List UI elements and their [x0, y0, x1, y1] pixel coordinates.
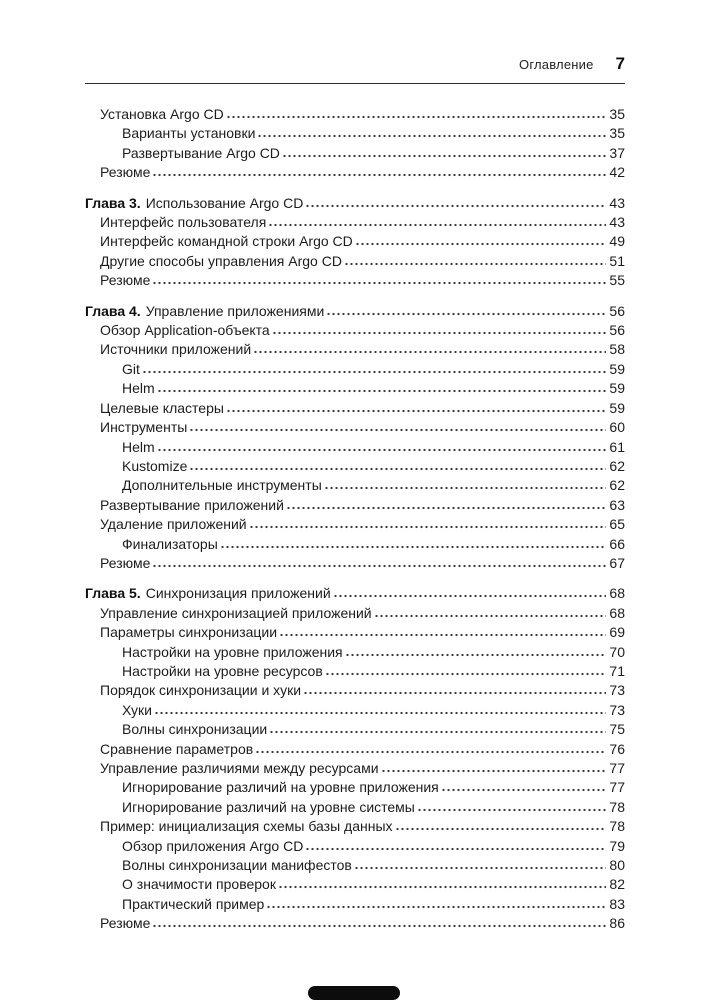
toc-entry-row[interactable] [85, 476, 625, 495]
toc-entry-page: 56 [609, 322, 625, 339]
toc-entry-row[interactable] [85, 321, 625, 340]
toc-entry-page: 79 [609, 837, 625, 854]
toc-entry-row[interactable] [85, 252, 625, 271]
toc-entry-page: 78 [609, 798, 625, 815]
toc-entry-title: Удаление приложений [100, 516, 247, 533]
dot-leader [395, 827, 607, 831]
dot-leader [154, 711, 606, 715]
dot-leader [441, 788, 607, 792]
dot-leader [268, 223, 606, 227]
toc-entry-page: 73 [609, 701, 625, 718]
dot-leader [152, 564, 606, 568]
toc-entry-title: Развертывание приложений [100, 496, 284, 513]
toc-entry-title: Практический пример [122, 895, 265, 912]
toc-entry-title: Варианты установки [122, 125, 256, 142]
toc-entry-title: Параметры синхронизации [100, 624, 278, 641]
header-rule [85, 83, 625, 84]
header-page-number: 7 [615, 54, 625, 73]
dot-leader [255, 750, 606, 754]
dot-leader [381, 769, 607, 773]
toc-entry-title: Интерфейс пользователя [100, 214, 267, 231]
toc-entry-row[interactable] [85, 798, 625, 817]
bottom-bar [308, 986, 400, 1000]
toc-entry-page: 71 [609, 662, 625, 679]
dot-leader [278, 885, 606, 889]
toc-entry-page: 49 [609, 233, 625, 250]
toc-entry-title: Обзор Application-объекта [100, 322, 270, 339]
toc-entry-row[interactable] [85, 662, 625, 681]
toc-entry-row[interactable] [85, 914, 625, 933]
toc-entry-title: Дополнительные инструменты [122, 477, 322, 494]
toc-entry-row[interactable] [85, 515, 625, 534]
toc-entry-title: Kustomize [122, 457, 188, 474]
toc-entry-title: Источники приложений [100, 341, 252, 358]
dot-leader [305, 204, 606, 208]
toc-entry-page: 59 [609, 399, 625, 416]
toc-entry-row[interactable] [85, 144, 625, 163]
toc-chapter-row[interactable] [85, 302, 625, 321]
toc-entry-row[interactable] [85, 604, 625, 623]
toc-entry-page: 62 [609, 477, 625, 494]
dot-leader [305, 847, 606, 851]
dot-leader [152, 281, 606, 285]
toc-entry-title: Резюме [100, 554, 151, 571]
toc-entry-title: Интерфейс командной строки Argo CD [100, 233, 353, 250]
chapter-label: Глава 5. [85, 585, 141, 602]
toc-entry-page: 43 [609, 194, 625, 211]
toc-entry-page: 82 [609, 876, 625, 893]
dot-leader [333, 594, 607, 598]
toc-entry-row[interactable] [85, 379, 625, 398]
toc-entry-page: 62 [609, 457, 625, 474]
toc-entry-title: Git [122, 360, 140, 377]
toc-entry-page: 56 [609, 302, 625, 319]
toc-entry-row[interactable] [85, 895, 625, 914]
toc-entry-title: Helm [122, 438, 155, 455]
toc-entry-row[interactable] [85, 837, 625, 856]
toc-entry-row[interactable] [85, 535, 625, 554]
dot-leader [374, 614, 607, 618]
dot-leader [269, 730, 606, 734]
toc-entry-row[interactable] [85, 271, 625, 290]
dot-leader [157, 389, 607, 393]
toc-entry-row[interactable] [85, 496, 625, 515]
toc-entry-page: 59 [609, 380, 625, 397]
toc-chapter-row[interactable] [85, 194, 625, 213]
toc-entry-page: 78 [609, 818, 625, 835]
toc-entry-title: Синхронизация приложений [145, 585, 331, 602]
toc-entry-row[interactable] [85, 105, 625, 124]
toc-list [85, 105, 625, 934]
toc-entry-title: Использование Argo CD [145, 194, 304, 211]
toc-entry-title: Игнорирование различий на уровне приложения [122, 779, 439, 796]
toc-entry-title: Другие способы управления Argo CD [100, 252, 342, 269]
toc-entry-page: 86 [609, 915, 625, 932]
toc-entry-page: 70 [609, 643, 625, 660]
toc-entry-title: Волны синхронизации манифестов [122, 857, 352, 874]
toc-entry-page: 65 [609, 516, 625, 533]
dot-leader [152, 173, 606, 177]
toc-entry-page: 77 [609, 779, 625, 796]
toc-entry-page: 42 [609, 164, 625, 181]
toc-entry-row[interactable] [85, 740, 625, 759]
dot-leader [272, 331, 607, 335]
toc-entry-page: 43 [609, 214, 625, 231]
toc-entry-page: 77 [609, 760, 625, 776]
dot-leader [253, 350, 606, 354]
toc-entry-page: 61 [609, 438, 625, 455]
toc-entry-page: 35 [609, 106, 625, 122]
toc-entry-page: 58 [609, 341, 625, 358]
toc-entry-row[interactable] [85, 340, 625, 359]
toc-entry-title: Управление приложениями [145, 302, 325, 319]
dot-leader [226, 409, 606, 413]
dot-leader [417, 808, 607, 812]
toc-entry-row[interactable] [85, 701, 625, 720]
toc-entry-row[interactable] [85, 360, 625, 379]
toc-entry-title: Обзор приложения Argo CD [122, 837, 304, 854]
toc-entry-row[interactable] [85, 623, 625, 642]
toc-entry-title: Резюме [100, 164, 151, 181]
toc-entry-title: Порядок синхронизации и хуки [100, 682, 302, 699]
toc-entry-title: Волны синхронизации [122, 721, 268, 738]
dot-leader [279, 633, 606, 637]
toc-entry-page: 68 [609, 585, 625, 602]
toc-entry-page: 67 [609, 554, 625, 571]
dot-leader [325, 672, 607, 676]
toc-entry-page: 63 [609, 496, 625, 513]
toc-entry-title: Инструменты [100, 419, 188, 436]
dot-leader [344, 262, 606, 266]
dot-leader [189, 428, 606, 432]
page-header [85, 54, 625, 74]
toc-entry-title: Резюме [100, 272, 151, 289]
toc-entry-page: 60 [609, 419, 625, 436]
toc-entry-title: Финализаторы [122, 535, 218, 552]
toc-entry-row[interactable] [85, 457, 625, 476]
toc-entry-title: Настройки на уровне ресурсов [122, 662, 323, 679]
toc-entry-page: 75 [609, 721, 625, 738]
toc-entry-row[interactable] [85, 124, 625, 143]
toc-entry-row[interactable] [85, 759, 625, 778]
dot-leader [345, 653, 607, 657]
toc-entry-title: Helm [122, 380, 155, 397]
toc-entry-title: Резюме [100, 915, 151, 932]
toc-entry-title: Хуки [122, 701, 152, 718]
toc-entry-title: Развертывание Argo CD [122, 144, 280, 161]
toc-entry-page: 80 [609, 857, 625, 874]
toc-entry-page: 76 [609, 740, 625, 757]
toc-entry-row[interactable] [85, 856, 625, 875]
toc-entry-title: Управление синхронизацией приложений [100, 604, 372, 621]
dot-leader [282, 154, 607, 158]
dot-leader [249, 525, 607, 529]
dot-leader [286, 506, 607, 510]
toc-entry-row[interactable] [85, 163, 625, 182]
dot-leader [152, 924, 606, 928]
dot-leader [257, 134, 606, 138]
toc-entry-page: 68 [609, 604, 625, 621]
dot-leader [226, 115, 607, 119]
toc-entry-page: 55 [609, 272, 625, 289]
toc-entry-row[interactable] [85, 232, 625, 251]
toc-entry-row[interactable] [85, 643, 625, 662]
toc-entry-row[interactable] [85, 399, 625, 418]
dot-leader [326, 312, 606, 316]
toc-chapter-row[interactable] [85, 584, 625, 603]
dot-leader [189, 467, 606, 471]
toc-entry-title: Управление различиями между ресурсами [100, 760, 379, 776]
toc-entry-row[interactable] [85, 554, 625, 573]
toc-entry-page: 51 [609, 252, 625, 269]
dot-leader [324, 486, 607, 490]
toc-entry-row[interactable] [85, 778, 625, 797]
dot-leader [220, 545, 607, 549]
toc-entry-title: Игнорирование различий на уровне системы [122, 798, 415, 815]
toc-entry-page: 66 [609, 535, 625, 552]
toc-entry-row[interactable] [85, 681, 625, 700]
toc-entry-title: О значимости проверок [122, 876, 276, 893]
dot-leader [266, 905, 606, 909]
chapter-label: Глава 3. [85, 194, 141, 211]
toc-entry-row[interactable] [85, 418, 625, 437]
toc-entry-title: Пример: инициализация схемы базы данных [100, 818, 393, 835]
toc-entry-title: Установка Argo CD [100, 106, 224, 122]
toc-entry-row[interactable] [85, 875, 625, 894]
toc-entry-page: 37 [609, 144, 625, 161]
toc-entry-title: Сравнение параметров [100, 740, 254, 757]
toc-entry-title: Настройки на уровне приложения [122, 643, 343, 660]
dot-leader [355, 242, 607, 246]
dot-leader [157, 448, 607, 452]
toc-entry-page: 83 [609, 895, 625, 912]
toc-entry-row[interactable] [85, 817, 625, 836]
toc-entry-title: Целевые кластеры [100, 399, 224, 416]
dot-leader [142, 370, 607, 374]
toc-entry-row[interactable] [85, 213, 625, 232]
toc-entry-page: 73 [609, 682, 625, 699]
dot-leader [354, 866, 607, 870]
toc-entry-page: 35 [609, 125, 625, 142]
toc-entry-page: 59 [609, 360, 625, 377]
chapter-label: Глава 4. [85, 302, 141, 319]
header-title: Оглавление [519, 57, 594, 72]
toc-entry-page: 69 [609, 624, 625, 641]
toc-entry-row[interactable] [85, 438, 625, 457]
toc-entry-row[interactable] [85, 720, 625, 739]
dot-leader [303, 691, 606, 695]
